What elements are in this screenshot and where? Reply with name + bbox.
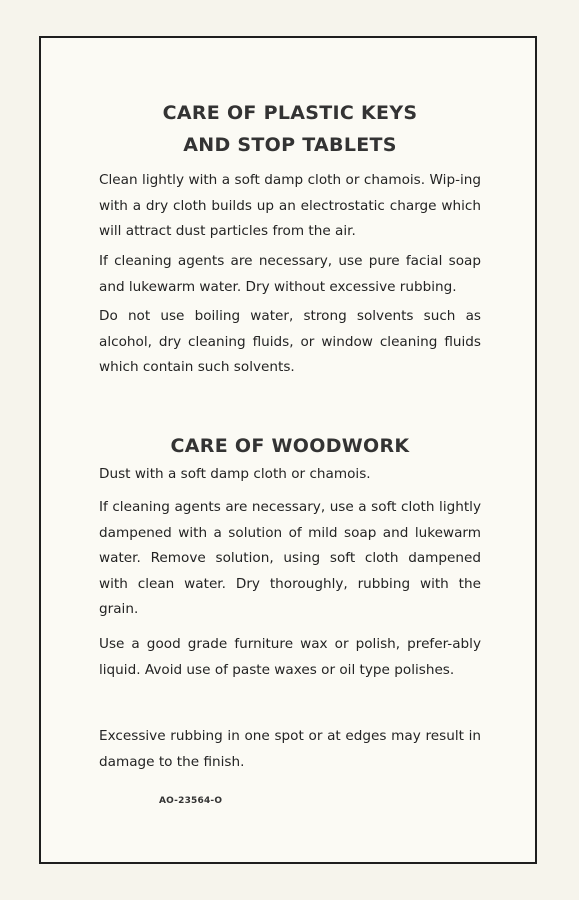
heading-line-1: CARE OF PLASTIC KEYS [162,102,418,124]
paragraph-excessive-rubbing: Excessive rubbing in one spot or at edges may result in damage to the finish. [99,728,481,770]
paragraph-clean-lightly: Clean lightly with a soft damp cloth or chamois. Wip-ing with a dry cloth builds up an electrostatic charge which will attract dust particles from the air. [99,172,481,239]
document-code: AO-23564-O [159,796,223,806]
heading-plastic-keys [99,97,481,161]
paragraph-no-boiling-water: Do not use boiling water, strong solvents such as alcohol, dry cleaning fluids, or window cleaning fluids which contain such solvents. [99,308,481,375]
paragraph-cleaning-agents-cloth: If cleaning agents are necessary, use a soft cloth lightly dampened with a solution of mild soap and lukewarm water. Remove solution, using soft cloth dampened with clean water. Dry thoroughly, rubbing with the grain. [99,499,481,617]
paragraph-dust: Dust with a soft damp cloth or chamois. [99,466,371,482]
heading-woodwork: CARE OF WOODWORK [170,435,410,457]
heading-line-2: AND STOP TABLETS [183,134,397,156]
paragraph-cleaning-agents-soap: If cleaning agents are necessary, use pure facial soap and lukewarm water. Dry without excessive rubbing. [99,253,481,295]
page-border [39,36,537,864]
paragraph-furniture-wax: Use a good grade furniture wax or polish, prefer-ably liquid. Avoid use of paste waxes or oil type polishes. [99,636,481,678]
